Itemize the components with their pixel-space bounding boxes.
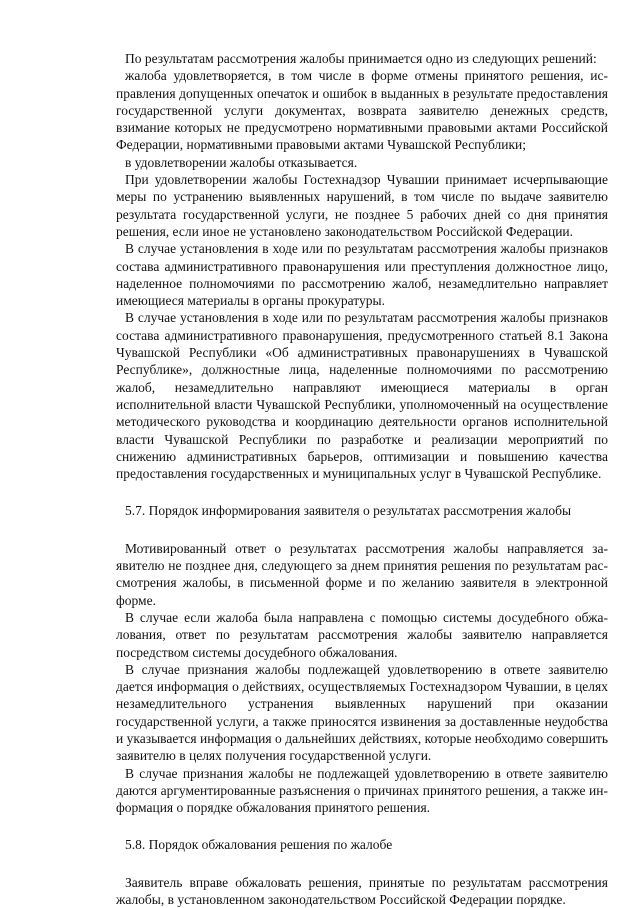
paragraph-unsatisfied-answer-info: В случае признания жалобы не подлежащей удовлетворению в ответе заявителю даются аргументированные разъяснения о причинах принятого решения, а также информация о порядке обжалования принятого решения. bbox=[116, 765, 608, 816]
paragraph-complaint-rejected: в удовлетворении жалобы отказывается. bbox=[125, 154, 358, 170]
document-page bbox=[116, 50, 608, 908]
section-heading-5-7: 5.7. Порядок информирования заявителя о результатах рассмотрения жалобы bbox=[125, 503, 572, 519]
paragraph-appeal-right: Заявитель вправе обжаловать решения, принятые по результатам рассмотрения жалобы, в установленном законодательством Российской Федерации порядке. bbox=[116, 874, 608, 908]
section-heading-5-8: 5.8. Порядок обжалования решения по жалобе bbox=[125, 837, 393, 853]
paragraph-exhaustive-measures: При удовлетворении жалобы Гостехнадзор Чувашии принимает исчерпывающие меры по устранению выявленных нарушений, в том числе по выдаче заявителю результата государственной услуги, не позднее 5 рабочих дней со дня принятия решения, если иное не установлено законодательством Российской Федерации. bbox=[116, 172, 608, 239]
paragraph-reasoned-answer: Мотивированный ответ о результатах рассмотрения жалобы направляется заявителю не позднее дня, следующего за днем принятия решения по результатам рассмотрения жалобы, в письменной форме и по желанию заявителя в электронной форме. bbox=[116, 540, 608, 608]
paragraph-complaint-satisfied: жалоба удовлетворяется, в том числе в форме отмены принятого решения, исправления допущенных опечаток и ошибок в выданных в результате предоставления государственной услуги документах, возврата заявителю денежных средств, взимание которых не предусмотрено нормативными правовыми актами Российской Федерации, нормативными правовыми актами Чувашской Республики; bbox=[116, 68, 608, 153]
paragraph-satisfied-answer-info: В случае признания жалобы подлежащей удовлетворению в ответе заявителю дается информация о действиях, осуществляемых Гостехнадзором Чувашии, в целях незамедлительного устранения выявленных нарушений при оказании государственной услуги, а также приносятся извинения за доставленные неудобства и указывается информация о дальнейших действиях, которые необходимо совершить заявителю в целях получения государственной услуги. bbox=[116, 661, 608, 764]
paragraph-decision-options: По результатам рассмотрения жалобы принимается одно из следующих решений: bbox=[125, 51, 597, 66]
paragraph-administrative-offense: В случае установления в ходе или по результатам рассмотрения жалобы признаков состава административного правонарушения, предусмотренного статьей 8.1 Закона Чувашской Республики «Об административных правонарушениях в Чувашской Республике», должностные лица, наделенные полномочиями по рассмотрению жалоб, незамедлительно направляют имеющиеся материалы в орган исполнительной власти Чувашской Республики, уполномоченный на осуществление методического руководства и координацию деятельности органов исполнительной власти Чувашской Республики по разработке и реализации мероприятий по снижению административных барьеров, оптимизации и повышению качества предоставления государственных и муниципальных услуг в Чувашской Республике. bbox=[116, 310, 608, 482]
paragraph-prosecution-referral: В случае установления в ходе или по результатам рассмотрения жалобы признаков состава административного правонарушения или преступления должностное лицо, наделенное полномочиями по рассмотрению жалоб, незамедлительно направляет имеющиеся материалы в органы прокуратуры. bbox=[116, 241, 608, 309]
paragraph-pretrial-system-answer: В случае если жалоба была направлена с помощью системы досудебного обжалования, ответ по результатам рассмотрения жалобы заявителю направляется посредством системы досудебного обжалования. bbox=[116, 609, 608, 660]
